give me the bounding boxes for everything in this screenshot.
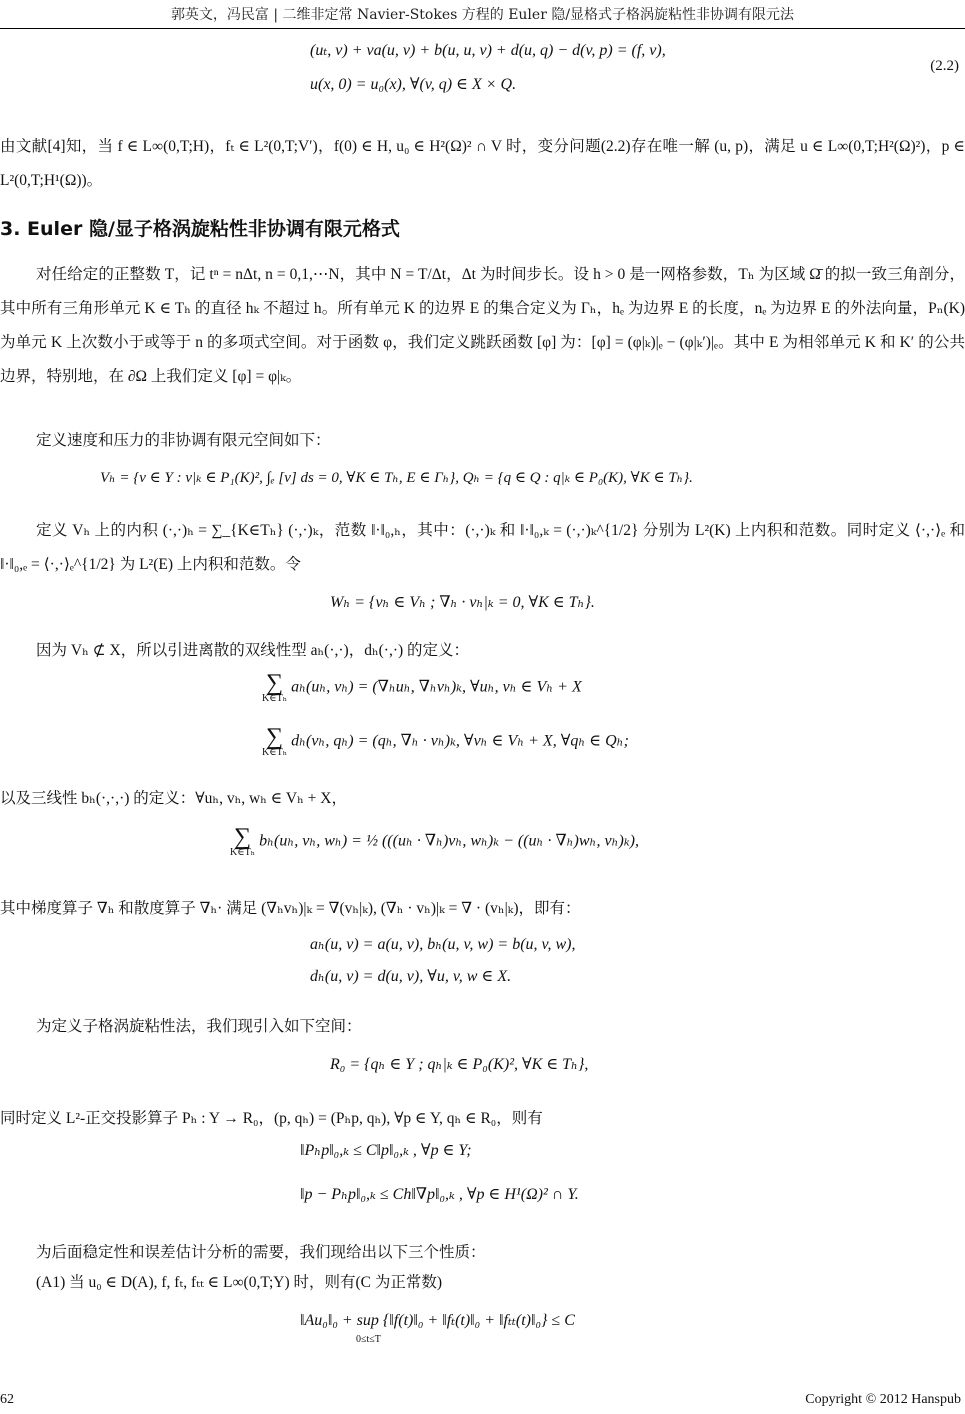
equation-2-2-line2: u(x, 0) = u₀(x), ∀(v, q) ∈ X × Q. [310,76,517,93]
sum-symbol-dh [262,726,287,758]
equation-number: (2.2) [930,58,959,74]
sum-subscript: K∈Tₕ [262,693,288,704]
dh-formula: dₕ(vₕ, qₕ) = (qₕ, ∇ₕ · vₕ)ₖ, ∀vₕ ∈ Vₕ + X, ∀qₕ ∈ Qₕ; [291,732,629,750]
gradient-paragraph [0,892,965,926]
copyright-notice: Copyright © 2012 Hanspub [805,1392,961,1407]
projection-paragraph [0,1102,965,1136]
wh-definition: Wₕ = {vₕ ∈ Vₕ ; ∇ₕ · vₕ|ₖ = 0, ∀K ∈ Tₕ}. [330,594,595,611]
properties-text: 为后面稳定性和误差估计分析的需要，我们现给出以下三个性质： [36,1244,486,1261]
property-A1 [0,1266,965,1300]
subgrid-text: 为定义子格涡旋粘性法，我们现引入如下空间： [36,1018,362,1035]
vh-qh-definition: Vₕ = {v ∈ Y : v|ₖ ∈ P₁(K)², ∫ₑ [v] ds = 0, ∀K ∈ Tₕ, E ∈ Γₕ}, Qₕ = {q ∈ Q : q|ₖ ∈ P₀(K), ∀K ∈ Tₕ}. [100,470,693,486]
trilinear-paragraph [0,782,965,816]
bilinear-text: 因为 Vₕ ⊄ X，所以引进离散的双线性型 aₕ(·,·)，dₕ(·,·) 的定义： [36,642,470,659]
inner-product-text: 定义 Vₕ 上的内积 (·,·)ₕ = ∑_{K∈Tₕ} (·,·)ₖ，范数 ‖·‖₀,ₕ，其中：(·,·)ₖ 和 ‖·‖₀,ₖ = (·,·)ₖ^{1/2} 分别为 L²(K) 上内积和范数。同时定义 ⟨·,·⟩ₑ 和 ‖·‖₀,ₑ = ⟨·,·⟩ₑ^{1/2} 为 L²(E) 上内积和范数。令 [0,522,965,573]
projection-text: 同时定义 L²-正交投影算子 Pₕ : Y → R₀，(p, qₕ) = (Pₕp, qₕ), ∀p ∈ Y, qₕ ∈ R₀，则有 [0,1110,543,1127]
A1-formula: ‖Au₀‖₀ + sup {‖f(t)‖₀ + ‖fₜ(t)‖₀ + ‖fₜₜ(t)‖₀} ≤ C [300,1312,575,1329]
projection-bound-1: ‖Pₕp‖₀,ₖ ≤ C‖p‖₀,ₖ , ∀p ∈ Y; [300,1142,472,1159]
header-divider [0,28,965,29]
sum-symbol-bh [230,826,255,858]
sum-symbol-ah [262,672,287,704]
consistency-line1: aₕ(u, v) = a(u, v), bₕ(u, v, w) = b(u, v, w), [310,936,576,953]
projection-bound-2: ‖p − Pₕp‖₀,ₖ ≤ Ch‖∇p‖₀,ₖ , ∀p ∈ H¹(Ω)² ∩ Y. [300,1186,579,1203]
property-A1-text: (A1) 当 u₀ ∈ D(A), f, fₜ, fₜₜ ∈ L∞(0,T;Y) 时，则有(C 为正常数) [36,1274,443,1291]
consistency-line2: dₕ(u, v) = d(u, v), ∀u, v, w ∈ X. [310,968,512,985]
sum-subscript: K∈Tₕ [262,747,288,758]
sup-subscript: 0≤t≤T [356,1334,381,1345]
bh-formula: bₕ(uₕ, vₕ, wₕ) = ½ (((uₕ · ∇ₕ)vₕ, wₕ)ₖ − ((uₕ · ∇ₕ)wₕ, vₕ)ₖ), [259,832,639,850]
sum-subscript: K∈Tₕ [230,847,256,858]
sum-sign: ∑ [265,724,284,750]
sum-sign: ∑ [233,824,252,850]
sum-sign: ∑ [265,670,284,696]
section-heading: 3. Euler 隐/显子格涡旋粘性非协调有限元格式 [0,218,400,240]
gradient-text: 其中梯度算子 ∇ₕ 和散度算子 ∇ₕ· 满足 (∇ₕvₕ)|ₖ = ∇(vₕ|ₖ), (∇ₕ · vₕ)|ₖ = ∇ · (vₕ|ₖ)，即有： [0,900,581,917]
A1-bound [300,1310,575,1345]
mesh-paragraph [0,258,965,394]
mesh-text: 对任给定的正整数 T，记 tⁿ = nΔt, n = 0,1,⋯N，其中 N = T/Δt，Δt 为时间步长。设 h > 0 是一网格参数，Tₕ 为区域 Ω̄ 的拟一致三角剖分，其中所有三角形单元 K ∈ Tₕ 的直径 hₖ 不超过 h。所有单元 K 的边界 E 的集合定义为 Γₕ，hₑ 为边界 E 的长度，nₑ 为边界 E 的外法向量，Pₙ(K) 为单元 K 上次数小于或等于 n 的多项式空间。对于函数 φ，我们定义跳跃函数 [φ] 为：[φ] = (φ|ₖ)|ₑ − (φ|ₖ′)|ₑ。其中 E 为相邻单元 K 和 K′ 的公共边界，特别地，在 ∂Ω 上我们定义 [φ] = φ|ₖ。 [0,266,965,385]
inner-product-paragraph [0,514,965,582]
r0-definition: R₀ = {qₕ ∈ Y ; qₕ|ₖ ∈ P₀(K)², ∀K ∈ Tₕ}, [330,1056,589,1073]
existence-text: 由文献[4]知，当 f ∈ L∞(0,T;H)，fₜ ∈ L²(0,T;V′)，f(0) ∈ H, u₀ ∈ H²(Ω)² ∩ V 时，变分问题(2.2)存在唯一解 (u, p)，满足 u ∈ L∞(0,T;H²(Ω)²)，p ∈ L²(0,T;H¹(Ω))。 [0,138,965,189]
space-intro-paragraph [0,424,965,458]
equation-2-2-line1: (uₜ, v) + νa(u, v) + b(u, u, v) + d(u, q) − d(v, p) = (f, v), [310,42,666,59]
running-header: 郭英文，冯民富 | 二维非定常 Navier-Stokes 方程的 Euler 隐/显格式子格涡旋粘性非协调有限元法 [170,7,795,23]
existence-paragraph [0,130,965,198]
space-intro-text: 定义速度和压力的非协调有限元空间如下： [36,432,331,449]
properties-paragraph [0,1236,965,1270]
trilinear-text: 以及三线性 bₕ(·,·,·) 的定义：∀uₕ, vₕ, wₕ ∈ Vₕ + X， [0,790,347,807]
dh-definition [262,726,629,758]
ah-definition [262,672,582,704]
bilinear-paragraph [0,634,965,668]
bh-definition [230,826,639,858]
subgrid-paragraph [0,1010,965,1044]
page-number: 62 [0,1392,14,1407]
ah-formula: aₕ(uₕ, vₕ) = (∇ₕuₕ, ∇ₕvₕ)ₖ, ∀uₕ, vₕ ∈ Vₕ + X [291,678,582,696]
